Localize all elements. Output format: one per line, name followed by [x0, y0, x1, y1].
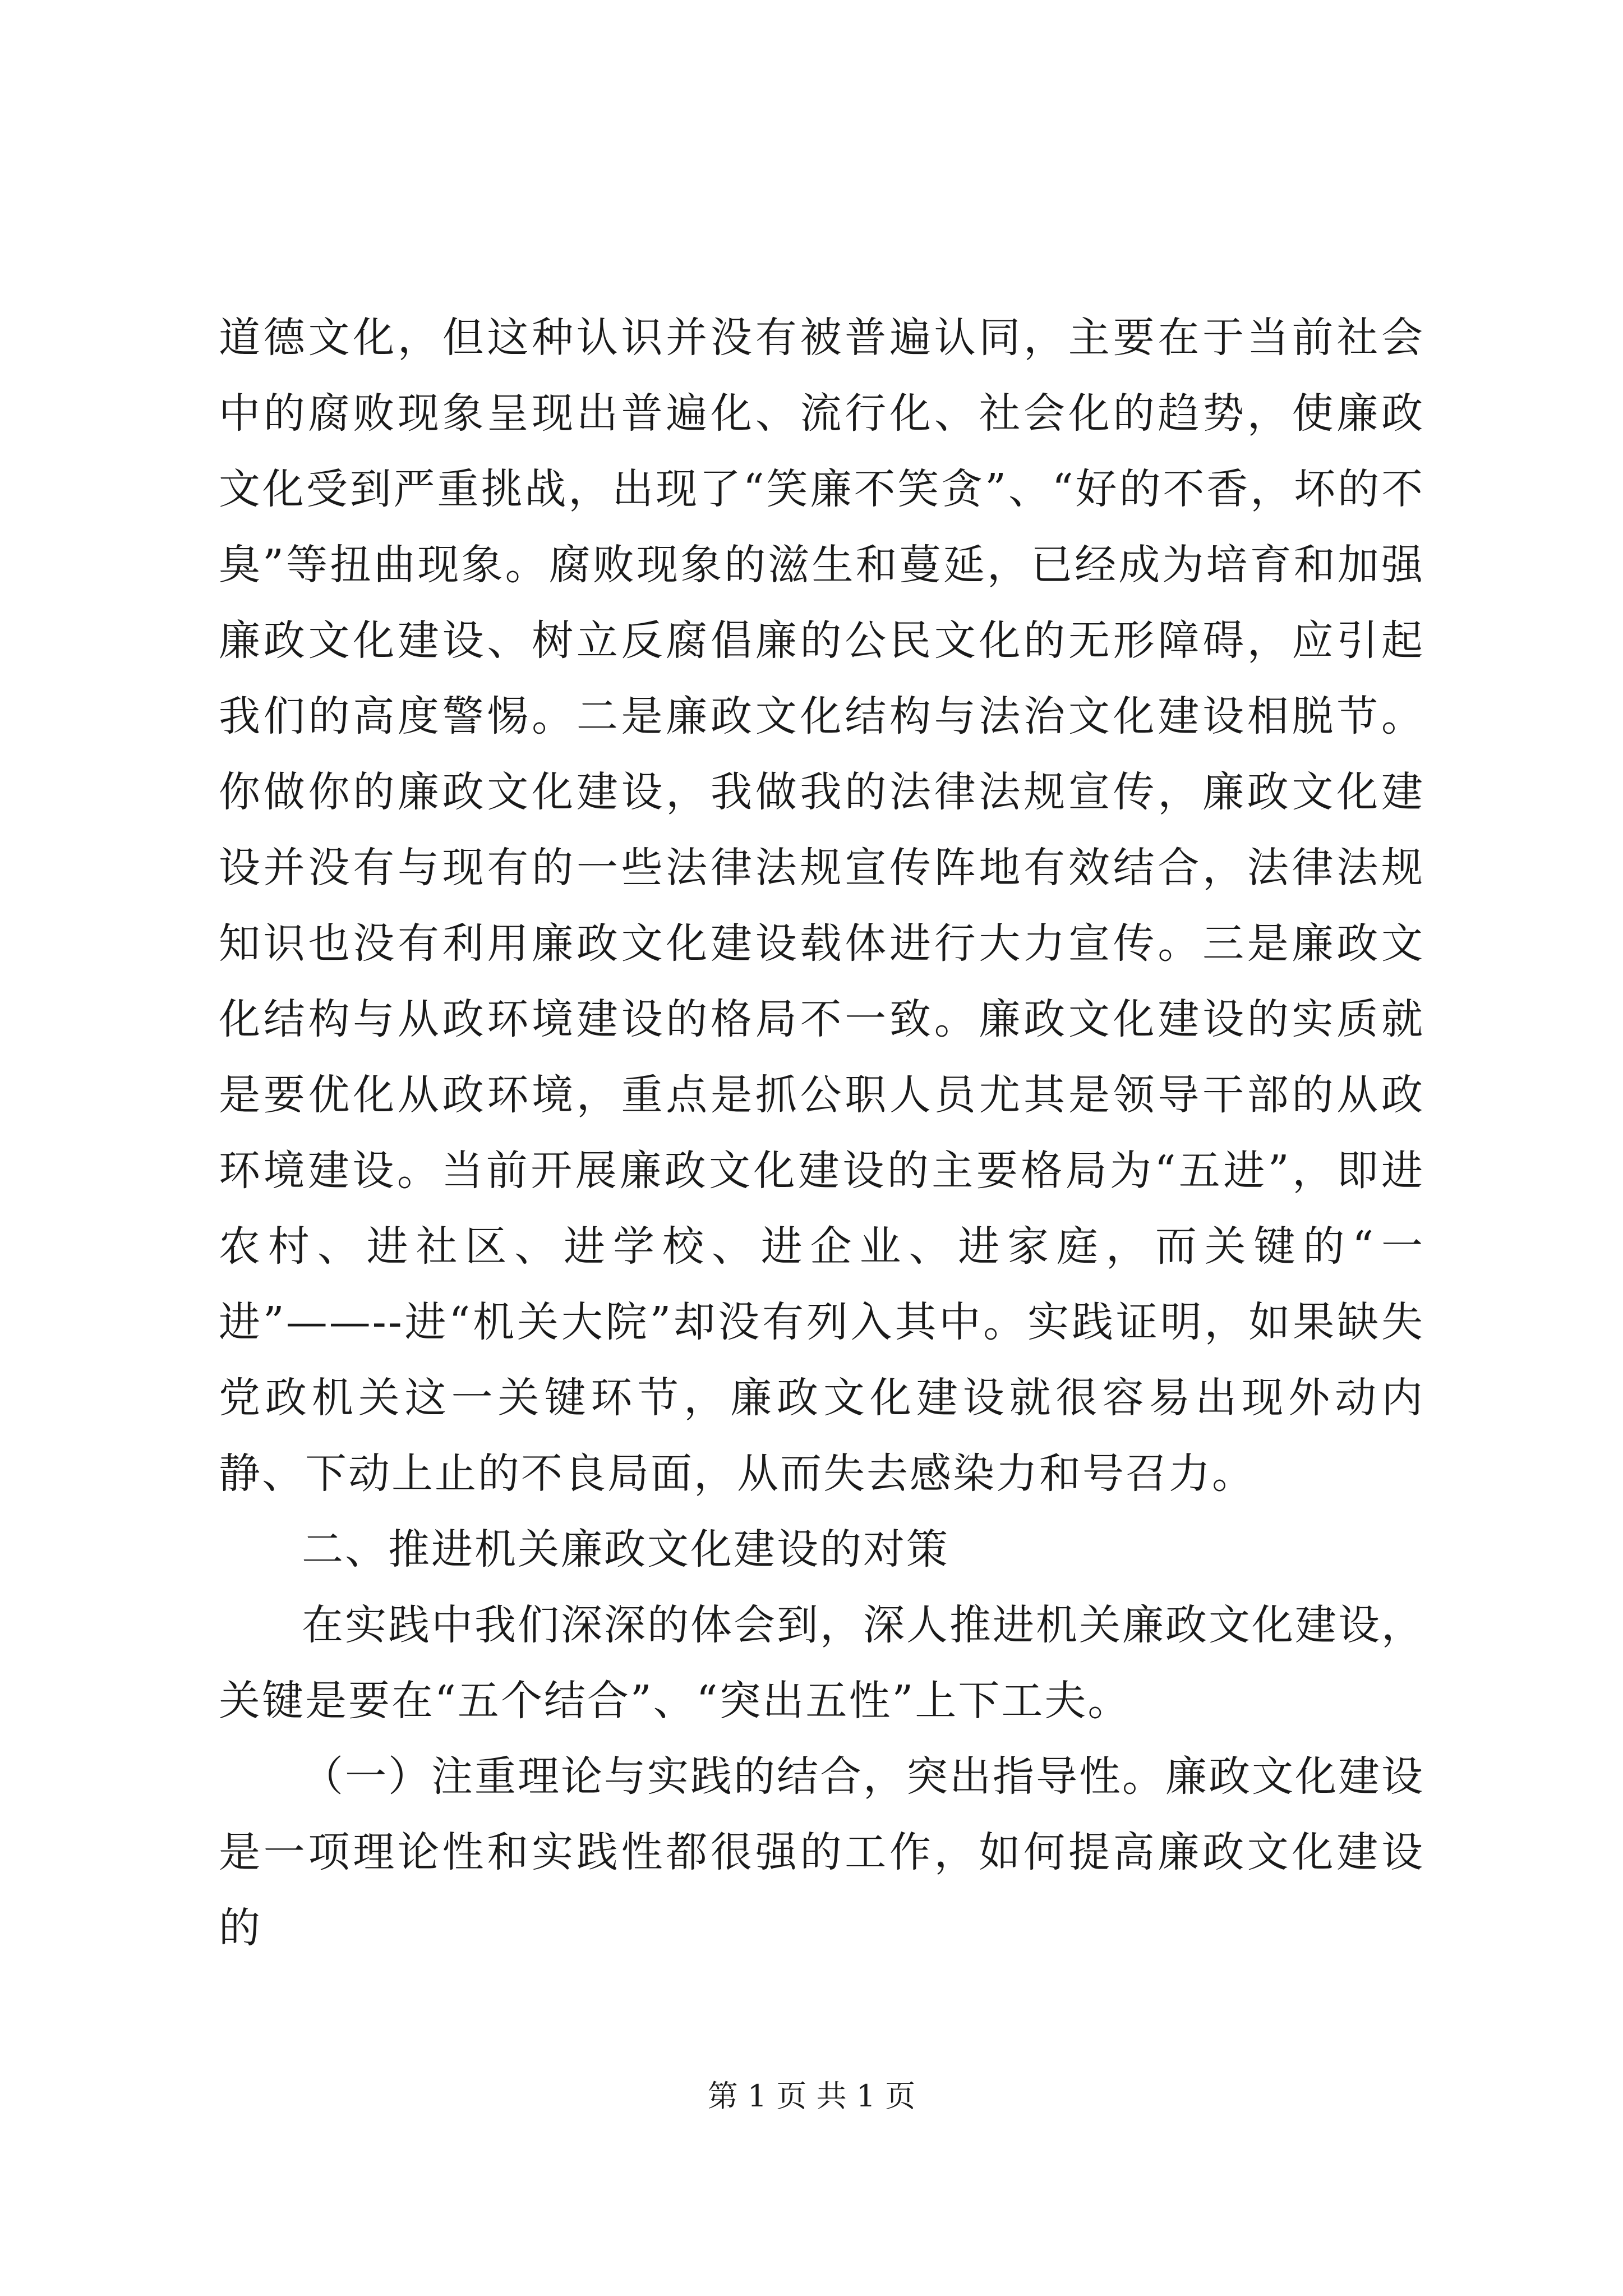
paragraph-point-one: （一）注重理论与实践的结合，突出指导性。廉政文化建设是一项理论性和实践性都很强的工作，如何提高廉政文化建设的 [219, 1752, 1424, 1952]
page-number-label: 第 1 页 共 1 页 [707, 2078, 916, 2114]
paragraph-continuation: 道德文化，但这种认识并没有被普遍认同，主要在于当前社会中的腐败现象呈现出普遍化、流行化、社会化的趋势，使廉政文化受到严重挑战，出现了“笑廉不笑贪”、“好的不香，坏的不臭”等扭曲现象。腐败现象的滋生和蔓延，已经成为培育和加强廉政文化建设、树立反腐倡廉的公民文化的无形障碍，应引起我们的高度警惕。二是廉政文化结构与法治文化建设相脱节。你做你的廉政文化建设，我做我的法律法规宣传，廉政文化建设并没有与现有的一些法律法规宣传阵地有效结合，法律法规知识也没有利用廉政文化建设载体进行大力宣传。三是廉政文化结构与从政环境建设的格局不一致。廉政文化建设的实质就是要优化从政环境，重点是抓公职人员尤其是领导干部的从政环境建设。当前开展廉政文化建设的主要格局为“五进”，即进农村、进社区、进学校、进企业、进家庭，而关键的“一进”——--进“机关大院”却没有列入其中。实践证明，如果缺失党政机关这一关键环节，廉政文化建设就很容易出现外动内静、下动上止的不良局面，从而失去感染力和号召力。 [219, 314, 1424, 1498]
section-heading: 二、推进机关廉政文化建设的对策 [302, 1525, 949, 1573]
document-body [219, 300, 1424, 1966]
page-footer [0, 2077, 1623, 2116]
paragraph-intro: 在实践中我们深深的体会到，深人推进机关廉政文化建设，关键是要在“五个结合”、“突出五性”上下工夫。 [219, 1601, 1424, 1725]
